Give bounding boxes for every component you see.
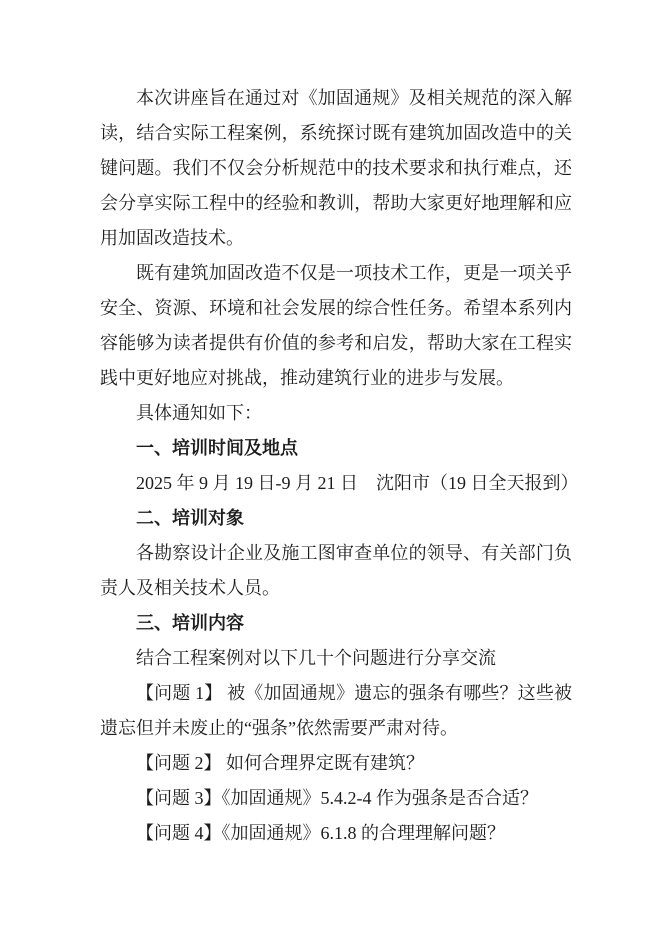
- section-1-heading-time-location: 一、培训时间及地点: [136, 438, 298, 458]
- question-2: 【问题 2】 如何合理界定既有建筑？: [136, 753, 424, 773]
- training-time-location: 2025 年 9 月 19 日-9 月 21 日 沈阳市（19 日全天报到）: [136, 473, 579, 493]
- question-1: 【问题 1】 被《加固通规》遗忘的强条有哪些？这些被遗忘但并未废止的“强条”依然需要严肃对待。: [100, 683, 572, 738]
- question-3: 【问题 3】《加固通规》5.4.2-4 作为强条是否合适？: [136, 788, 538, 808]
- document-content: [100, 81, 579, 851]
- paragraph-significance: 既有建筑加固改造不仅是一项技术工作，更是一项关乎安全、资源、环境和社会发展的综合性任务。希望本系列内容能够为读者提供有价值的参考和启发，帮助大家在工程实践中更好地应对挑战，推动建筑行业的进步与发展。: [100, 263, 572, 388]
- paragraph-lecture-intro: 本次讲座旨在通过对《加固通规》及相关规范的深入解读，结合实际工程案例，系统探讨既有建筑加固改造中的关键问题。我们不仅会分析规范中的技术要求和执行难点，还会分享实际工程中的经验和教训，帮助大家更好地理解和应用加固改造技术。: [100, 88, 572, 248]
- section-3-heading-content: 三、培训内容: [136, 613, 244, 633]
- notice-lead: 具体通知如下：: [136, 403, 262, 423]
- training-audience: 各勘察设计企业及施工图审查单位的领导、有关部门负责人及相关技术人员。: [100, 543, 572, 598]
- training-content-lead: 结合工程案例对以下几十个问题进行分享交流: [136, 648, 496, 668]
- question-4: 【问题 4】《加固通规》6.1.8 的合理理解问题？: [136, 823, 505, 843]
- section-2-heading-audience: 二、培训对象: [136, 508, 244, 528]
